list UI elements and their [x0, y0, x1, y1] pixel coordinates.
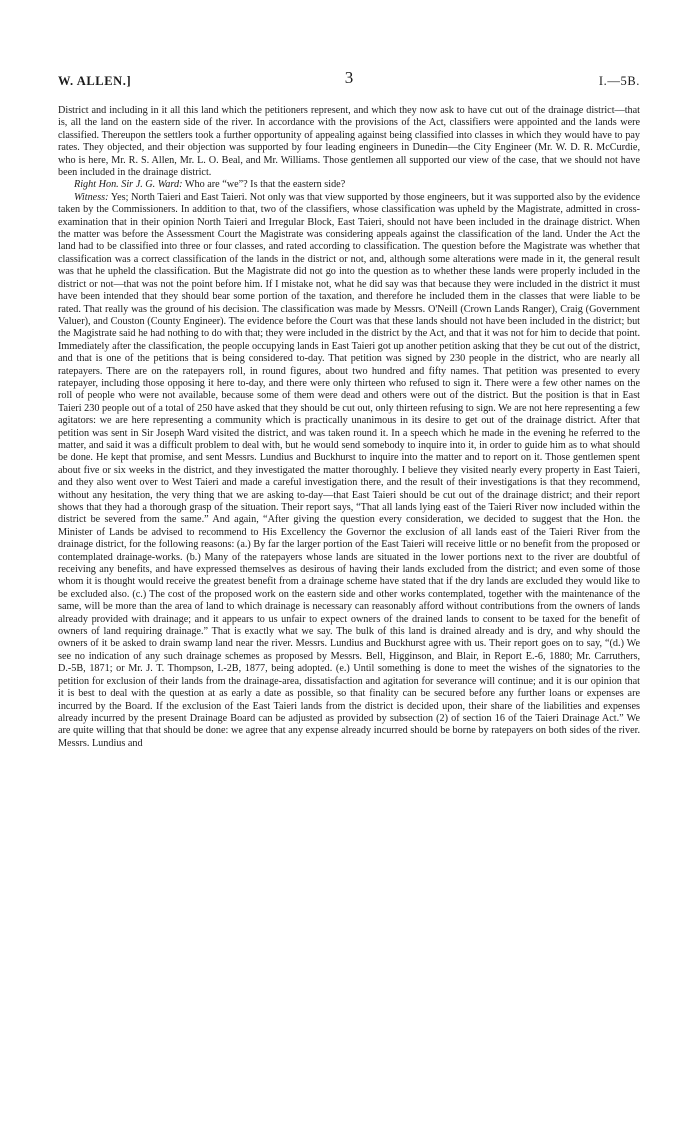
- paragraph-text: District and including in it all this land which the petitioners represent, and which they now ask to have cut out of the drainage district—that is, all the land on the eastern side of the river. In accordance with the provisions of the Act, classifiers were appointed and the lands were classified. Thereupon the settlers took a further opportunity of appealing against being classified into classes in which they would have to pay rates. They objected, and their objection was supported by four leading engineers in Dunedin—the City Engineer (Mr. W. D. R. McCurdie, who is here, Mr. R. S. Allen, Mr. L. O. Beal, and Mr. Williams. Those gentlemen all supported our view of the case, that we should not have been included in the drainage district.: [58, 105, 640, 179]
- document-reference: I.—5B.: [598, 74, 640, 88]
- header-witness-name: W. ALLEN.]: [58, 74, 132, 88]
- paragraph-question: [58, 179, 640, 191]
- speaker-label: Right Hon. Sir J. G. Ward:: [74, 179, 183, 191]
- page-body: [58, 105, 640, 750]
- running-header: [58, 68, 640, 94]
- paragraph-opening: [58, 105, 640, 179]
- paragraph-answer: [58, 192, 640, 750]
- paragraph-text: Yes; North Taieri and East Taieri. Not only was that view supported by those engineers, but it was supported also by the evidence taken by the Commissioners. In addition to that, two of the classifiers, whose classification was upheld by the Magistrate, admitted in cross-examination that in their opinion North Taieri and Irregular Block, East Taieri, should not have been included in the drainage district. When the matter was before the Assessment Court the Magistrate was considering appeals against the classification of the land. Under the Act the land had to be classified into three or four classes, and rated according to classification. The question before the Magistrate was whether that classification was a correct classification of the lands in the district or not, and, although some alterations were made in it, the general result was that he upheld the classification. But the Magistrate did not go into the question as to whether these lands were properly included in the district or not—that was not the point before him. If I mistake not, what he did say was that because they were included in the district it must have been intended that they should bear some portion of the taxation, and therefore he included them in the classes that were liable to be rated. That really was the ground of his decision. The classification was made by Messrs. O'Neill (Crown Lands Ranger), Craig (Government Valuer), and Couston (County Engineer). The evidence before the Court was that these lands should not have been included in the district; but the Magistrate said he had nothing to do with that; they were included in the district by the Act, and that it was not for him to decide that point. Immediately after the classification, the people occupying lands in East Taieri got up another petition asking that they be cut out of the district, and that is one of the petitions that is being considered to-day. That petition was signed by 230 people in the district, who are nearly all ratepayers. There are on the ratepayers roll, in round figures, about two hundred and fifty names. That petition was presented to every ratepayer, including those opposing it here to-day, and there were only thirteen who refused to sign it. There were a few other names on the roll of people who were not available, because some of them were dead and others were out of the district. But the position is that in East Taieri 230 people out of a total of 250 have asked that they should be cut out, only thirteen refusing to sign. We are not here representing a few agitators: we are here representing a community which is practically unanimous in its desire to get out of the drainage district. After that petition was sent in Sir Joseph Ward visited the district, and was taken round it. In a speech which he made in the evening he referred to the matter, and said it was a difficult problem to deal with, but he would send somebody to inquire into it, in order to guide him as to what should be done. He kept that promise, and sent Messrs. Lundius and Buckhurst to inquire into the matter and to report on it. Those gentlemen spent about five or six weeks in the district, and they investigated the matter thoroughly. I believe they visited nearly every property in East Taieri, and they also went over to West Taieri and made a careful investigation there, and the result of their investigations is that they recommend, without any hesitation, the very thing that we are asking to-day—that East Taieri should be cut out of the drainage district; and their report shows that they had a thorough grasp of the situation. Their report says, “That all lands lying east of the Taieri River now included within the district be severed from the same.” And again, “After giving the question every consideration, we decided to suggest that the Hon. the Minister of Lands be advised to recommend to His Excellency the Governor the exclusion of all lands east of the Taieri River from the drainage district, for the following reasons: (a.) By far the larger portion of the East Taieri will receive little or no benefit from the proposed or contemplated drainage-works. (b.) Many of the ratepayers whose lands are situated in the lower portions next to the river are doubtful of receiving any benefits, and have expressed themselves as desirous of having their lands excluded from the district; and even some of those whom it is thought would receive the greatest benefit from a drainage scheme have stated that if the dry lands are excluded they would like to be excluded also. (c.) The cost of the proposed work on the eastern side and other works contemplated, together with the maintenance of the same, will be more than the area of land to which drainage is necessary can reasonably afford without contributions from the owners of lands already provided with drainage; and it appears to us unfair to expect owners of the drained lands to consent to be taxed for the benefit of owners of land requiring drainage.” That is exactly what we say. The bulk of this land is drained already and is dry, and why should the owners of it be asked to drain swamp land near the river. Messrs. Lundius and Buckhurst agree with us. Their report goes on to say, “(d.) We see no indication of any such drainage schemes as proposed by Messrs. Bell, Higginson, and Blair, in Report E.-6, 1880; Mr. Carruthers, D.-5B, 1871; or Mr. J. T. Thompson, I.-2B, 1877, being adopted. (e.) Until something is done to meet the wishes of the signatories to the petition for exclusion of their lands from the drainage-area, dissatisfaction and agitation for severance will continue; and it is our opinion that it is best to deal with the question at as early a date as possible, so that finality can be secured before any further loans or expenses are incurred by the Board. If the exclusion of the East Taieri lands from the district is decided upon, their share of the liabilities and expenses already incurred by the present Drainage Board can be adjusted as provided by subsection (2) of section 16 of the Taieri Drainage Act.” We are quite willing that that should be done: we agree that any expense already incurred should be borne by ratepayers on both sides of the river. Messrs. Lundius and: [58, 191, 640, 749]
- speaker-label: Witness:: [74, 191, 109, 203]
- paragraph-text: Who are “we”? Is that the eastern side?: [184, 179, 346, 191]
- document-page: [58, 68, 640, 750]
- page-number: 3: [344, 68, 354, 87]
